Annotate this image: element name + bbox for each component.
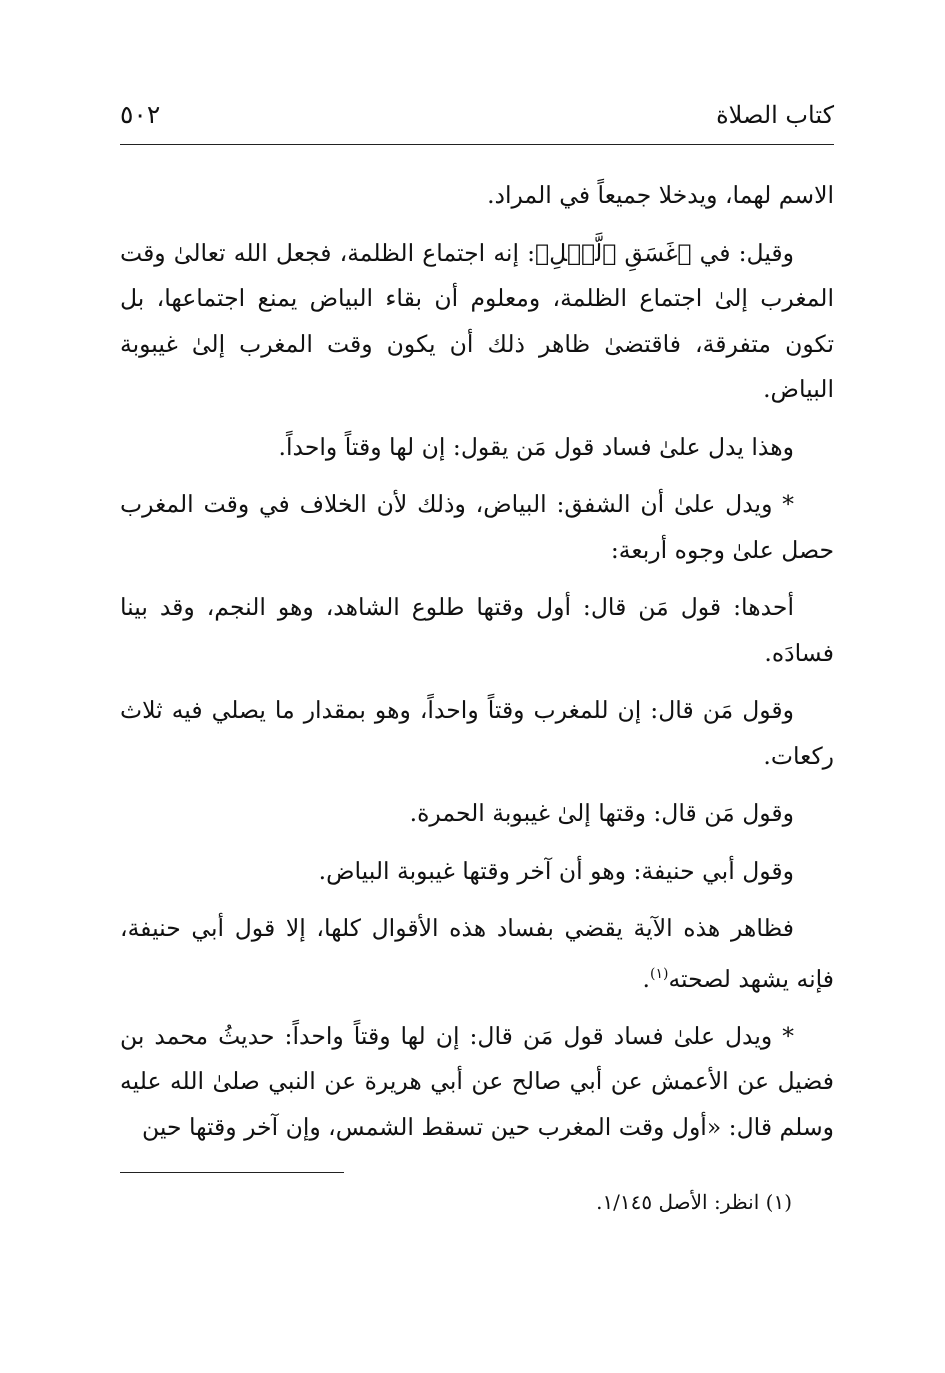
footnote-marker: (١) — [649, 965, 669, 982]
footnote: (١) انظر: الأصل ١/١٤٥. — [596, 1190, 792, 1214]
paragraph-4: * ويدل علىٰ أن الشفق: البياض، وذلك لأن الخلاف في وقت المغرب حصل علىٰ وجوه أربعة: — [120, 490, 834, 564]
paragraph-9-end: . — [642, 964, 650, 993]
body-text — [120, 173, 834, 1150]
paragraph-6: وقول مَن قال: إن للمغرب وقتاً واحداً، وهو بمقدار ما يصلي فيه ثلاث ركعات. — [120, 696, 834, 770]
paragraph-9-text: فظاهر هذه الآية يقضي بفساد هذه الأقوال كلها، إلا قول أبي حنيفة، فإنه يشهد لصحته — [120, 914, 834, 993]
running-head — [120, 100, 834, 145]
paragraph-9 — [120, 906, 834, 1002]
paragraph-7: وقول مَن قال: وقتها إلىٰ غيبوبة الحمرة. — [409, 799, 794, 827]
footnote-rule — [120, 1172, 344, 1173]
paragraph-1: الاسم لهما، ويدخلا جميعاً في المراد. — [487, 181, 834, 209]
paragraph-8: وقول أبي حنيفة: وهو أن آخر وقتها غيبوبة البياض. — [318, 856, 794, 885]
paragraph-3: وهذا يدل علىٰ فساد قول مَن يقول: إن لها وقتاً واحداً. — [278, 432, 794, 461]
paragraph-5: أحدها: قول مَن قال: أول وقتها طلوع الشاهد، وهو النجم، وقد بينا فسادَه. — [120, 593, 834, 667]
paragraph-10: * ويدل علىٰ فساد قول مَن قال: إن لها وقتاً واحداً: حديثُ محمد بن فضيل عن الأعمش عن أبي صالح عن أبي هريرة عن النبي صلىٰ الله عليه وسلم قال: «أول وقت المغرب حين تسقط الشمس، وإن آخر وقتها حين — [120, 1021, 834, 1141]
page — [120, 100, 834, 1162]
book-title: كتاب الصلاة — [716, 101, 834, 129]
page-number: ٥٠٢ — [120, 100, 161, 129]
paragraph-2: وقيل: في ﴿غَسَقِ ٱلَّيۡلِ﴾: إنه اجتماع الظلمة، فجعل الله تعالىٰ وقت المغرب إلىٰ اجتماع الظلمة، ومعلوم أن بقاء البياض يمنع اجتماعها، بل تكون متفرقة، فاقتضىٰ ظاهر ذلك أن يكون وقت المغرب إلىٰ غيبوبة البياض. — [120, 238, 834, 403]
